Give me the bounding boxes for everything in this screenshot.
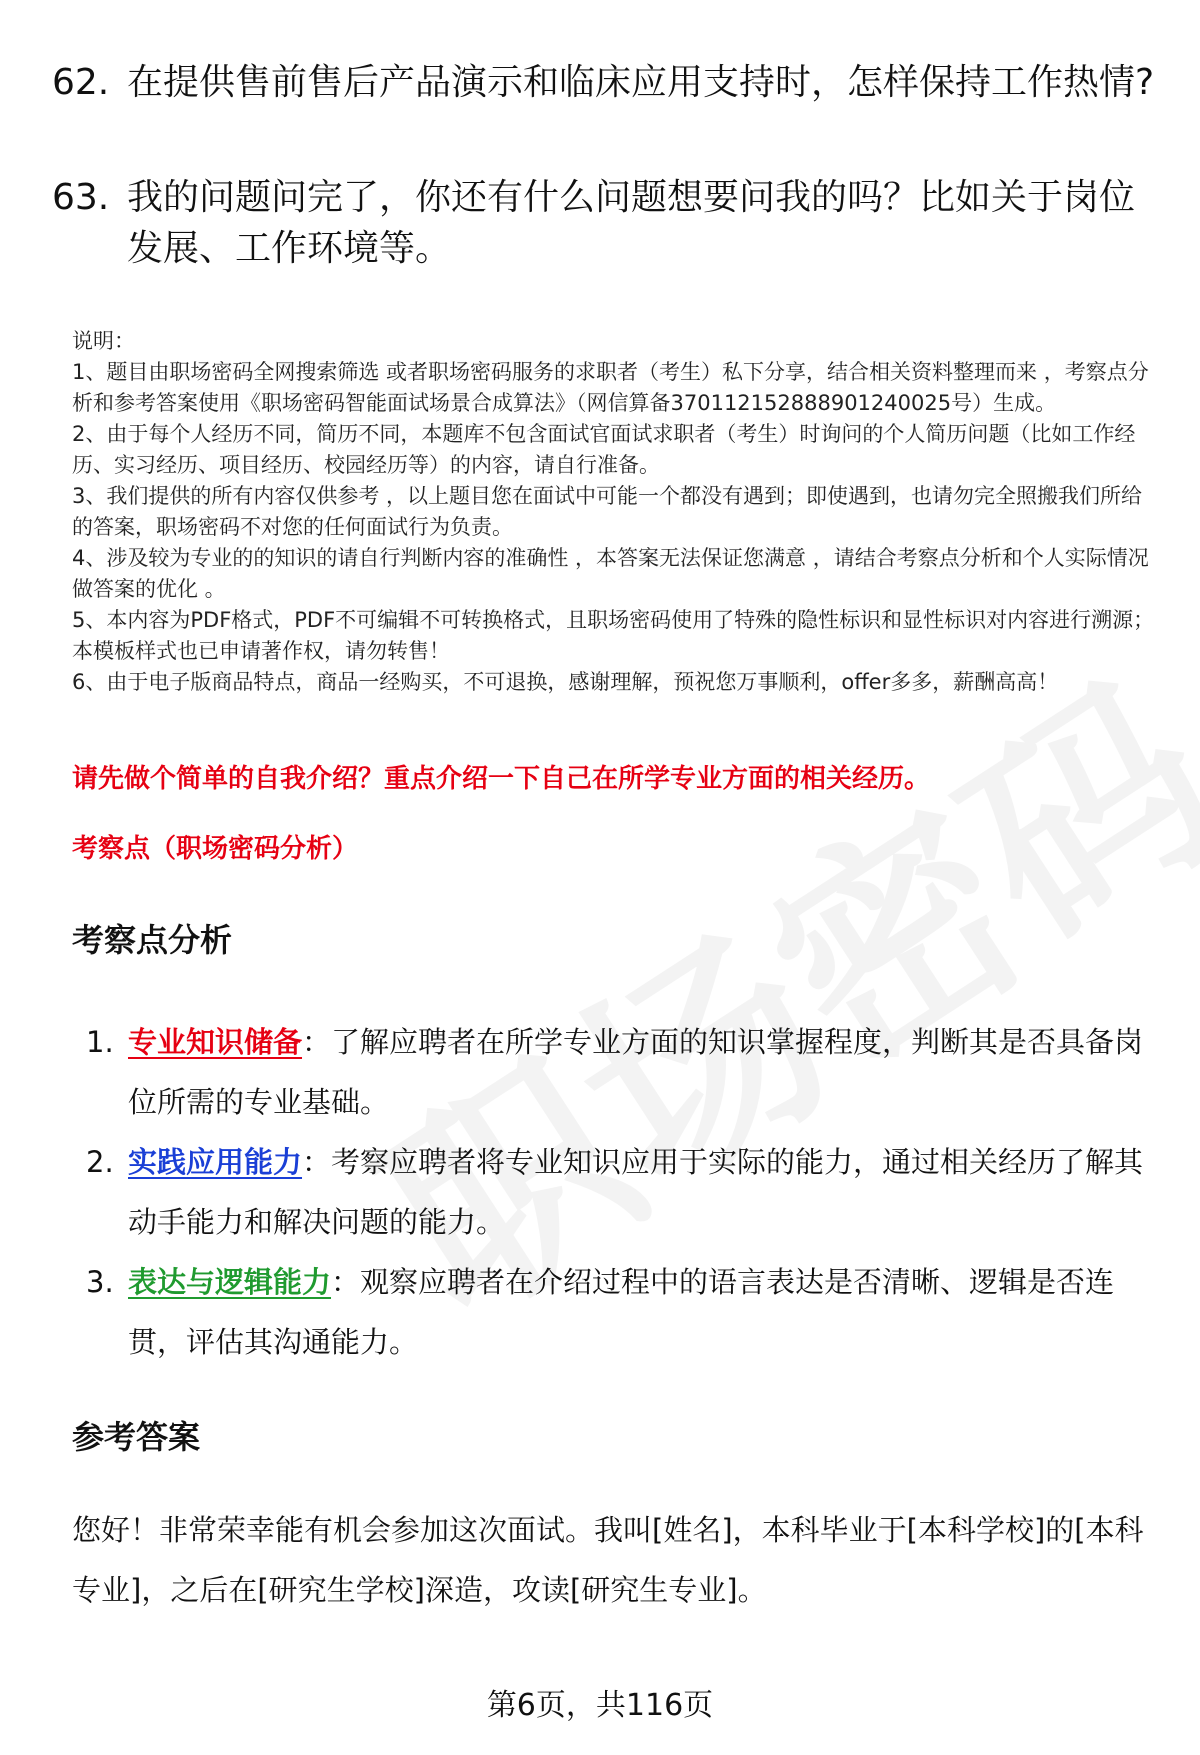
note-item: 2、由于每个人经历不同，简历不同，本题库不包含面试官面试求职者（考生）时询问的个人简历问题（比如工作经历、实习经历、项目经历、校园经历等）的内容，请自行准备。: [72, 422, 1136, 477]
current-question-heading: 请先做个简单的自我介绍？重点介绍一下自己在所学专业方面的相关经历。: [72, 764, 931, 794]
note-item: 5、本内容为PDF格式，PDF不可编辑不可转换格式，且职场密码使用了特殊的隐性标识和显性标识对内容进行溯源；本模板样式也已申请著作权，请勿转售！: [72, 608, 1155, 663]
colon: ：: [331, 1265, 361, 1299]
keyword-label: 实践应用能力: [128, 1145, 303, 1179]
item-text: 观察应聘者在介绍过程中的语言表达是否清晰、逻辑是否连贯，评估其沟通能力。: [128, 1265, 1115, 1359]
item-number: 3.: [86, 1265, 114, 1299]
colon: ：: [302, 1145, 332, 1179]
question-number: 62.: [52, 62, 110, 103]
note-item: 3、我们提供的所有内容仅供参考 ，以上题目您在面试中可能一个都没有遇到；即使遇到，也请勿完全照搬我们所给的答案，职场密码不对您的任何面试行为负责。: [72, 484, 1143, 539]
analysis-item: [72, 1012, 1162, 1132]
disclaimer-notes: [72, 326, 1162, 698]
question-63: [52, 172, 1162, 274]
item-number: 1.: [86, 1025, 114, 1059]
analysis-item: [72, 1252, 1162, 1372]
note-item: 4、涉及较为专业的的知识的请自行判断内容的准确性 ，本答案无法保证您满意 ，请结合考察点分析和个人实际情况做答案的优化 。: [72, 546, 1149, 601]
analysis-heading: 考察点分析: [72, 921, 233, 959]
answer-text: 您好！非常荣幸能有机会参加这次面试。我叫[姓名]，本科毕业于[本科学校]的[本科专业]，之后在[研究生学校]深造，攻读[研究生专业]。: [72, 1513, 1144, 1607]
item-number: 2.: [86, 1145, 114, 1179]
item-text: 了解应聘者在所学专业方面的知识掌握程度，判断其是否具备岗位所需的专业基础。: [128, 1025, 1144, 1119]
note-item: 1、题目由职场密码全网搜索筛选 或者职场密码服务的求职者（考生）私下分享，结合相关资料整理而来 ，考察点分析和参考答案使用《职场密码智能面试场景合成算法》（网信算备370112152888901240025号）生成。: [72, 360, 1149, 415]
question-62: [52, 57, 1162, 108]
exam-point-label: 考察点（职场密码分析）: [72, 834, 359, 864]
answer-heading: 参考答案: [72, 1418, 201, 1456]
question-number: 63.: [52, 177, 110, 218]
note-item: 6、由于电子版商品特点，商品一经购买，不可退换，感谢理解，预祝您万事顺利，offer多多，薪酬高高！: [72, 670, 1059, 694]
notes-title: 说明：: [72, 329, 135, 353]
colon: ：: [302, 1025, 332, 1059]
question-text: 我的问题问完了，你还有什么问题想要问我的吗？比如关于岗位发展、工作环境等。: [127, 177, 1136, 269]
page-footer: 第6页，共116页: [486, 1688, 714, 1723]
analysis-item: [72, 1132, 1162, 1252]
analysis-list: [72, 1012, 1162, 1372]
item-text: 考察应聘者将专业知识应用于实际的能力，通过相关经历了解其动手能力和解决问题的能力。: [128, 1145, 1144, 1239]
keyword-label: 表达与逻辑能力: [128, 1265, 332, 1299]
question-text: 在提供售前售后产品演示和临床应用支持时，怎样保持工作热情?: [127, 62, 1155, 103]
keyword-label: 专业知识储备: [128, 1025, 303, 1059]
